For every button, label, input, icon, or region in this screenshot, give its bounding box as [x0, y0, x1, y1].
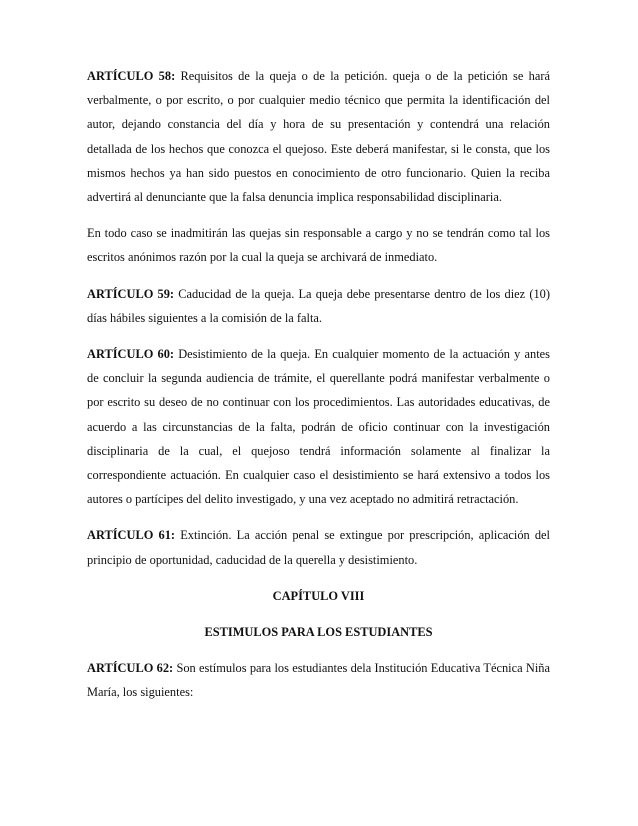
article-59-text: Caducidad de la queja. La queja debe presentarse dentro de los diez (10) días hábiles siguientes a la comisión de la falta. — [87, 286, 550, 325]
article-58-continuation: En todo caso se inadmitirán las quejas sin responsable a cargo y no se tendrán como tal los escritos anónimos razón por la cual la queja se archivará de inmediato. — [87, 226, 550, 265]
article-60-label: ARTÍCULO 60: — [87, 347, 175, 362]
article-58 — [87, 64, 550, 209]
article-62 — [87, 656, 550, 704]
article-61-label: ARTÍCULO 61: — [87, 528, 176, 543]
article-62-label: ARTÍCULO 62: — [87, 661, 174, 676]
article-59-label: ARTÍCULO 59: — [87, 286, 175, 301]
chapter-heading: CAPÍTULO VIII — [272, 588, 365, 603]
article-60 — [87, 342, 550, 511]
article-59 — [87, 282, 550, 330]
article-62-text: Son estímulos para los estudiantes dela Institución Educativa Técnica Niña María, los siguientes: — [87, 661, 550, 700]
article-58-text: Requisitos de la queja o de la petición. queja o de la petición se hará verbalmente, o por escrito, o por cualquier medio técnico que permita la identificación del autor, dejando constancia del día y hora de su presentación y contendrá una relación detallada de los hechos que conozca el quejoso. Este deberá manifestar, si le consta, que los mismos hechos ya han sido puestos en conocimiento de otro funcionario. Quien la reciba advertirá al denunciante que la falsa denuncia implica responsabilidad disciplinaria. — [87, 69, 550, 205]
article-60-text: Desistimiento de la queja. En cualquier momento de la actuación y antes de concluir la segunda audiencia de trámite, el querellante podrá manifestar verbalmente o por escrito su deseo de no continuar con los procedimientos. Las autoridades educativas, de acuerdo a las circunstancias de la falta, podrán de oficio continuar con la investigación disciplinaria de la cual, el quejoso tendrá información solamente al finalizar la correspondiente actuación. En cualquier caso el desistimiento se hará extensivo a todos los autores o partícipes del delito investigado, y una vez aceptado no admitirá retractación. — [87, 347, 550, 507]
article-61-text: Extinción. La acción penal se extingue por prescripción, aplicación del principio de oportunidad, caducidad de la querella y desistimiento. — [87, 528, 551, 567]
chapter-title: ESTIMULOS PARA LOS ESTUDIANTES — [204, 625, 433, 640]
article-58-label: ARTÍCULO 58: — [87, 69, 176, 83]
document-body — [87, 64, 550, 717]
article-61 — [87, 523, 550, 571]
